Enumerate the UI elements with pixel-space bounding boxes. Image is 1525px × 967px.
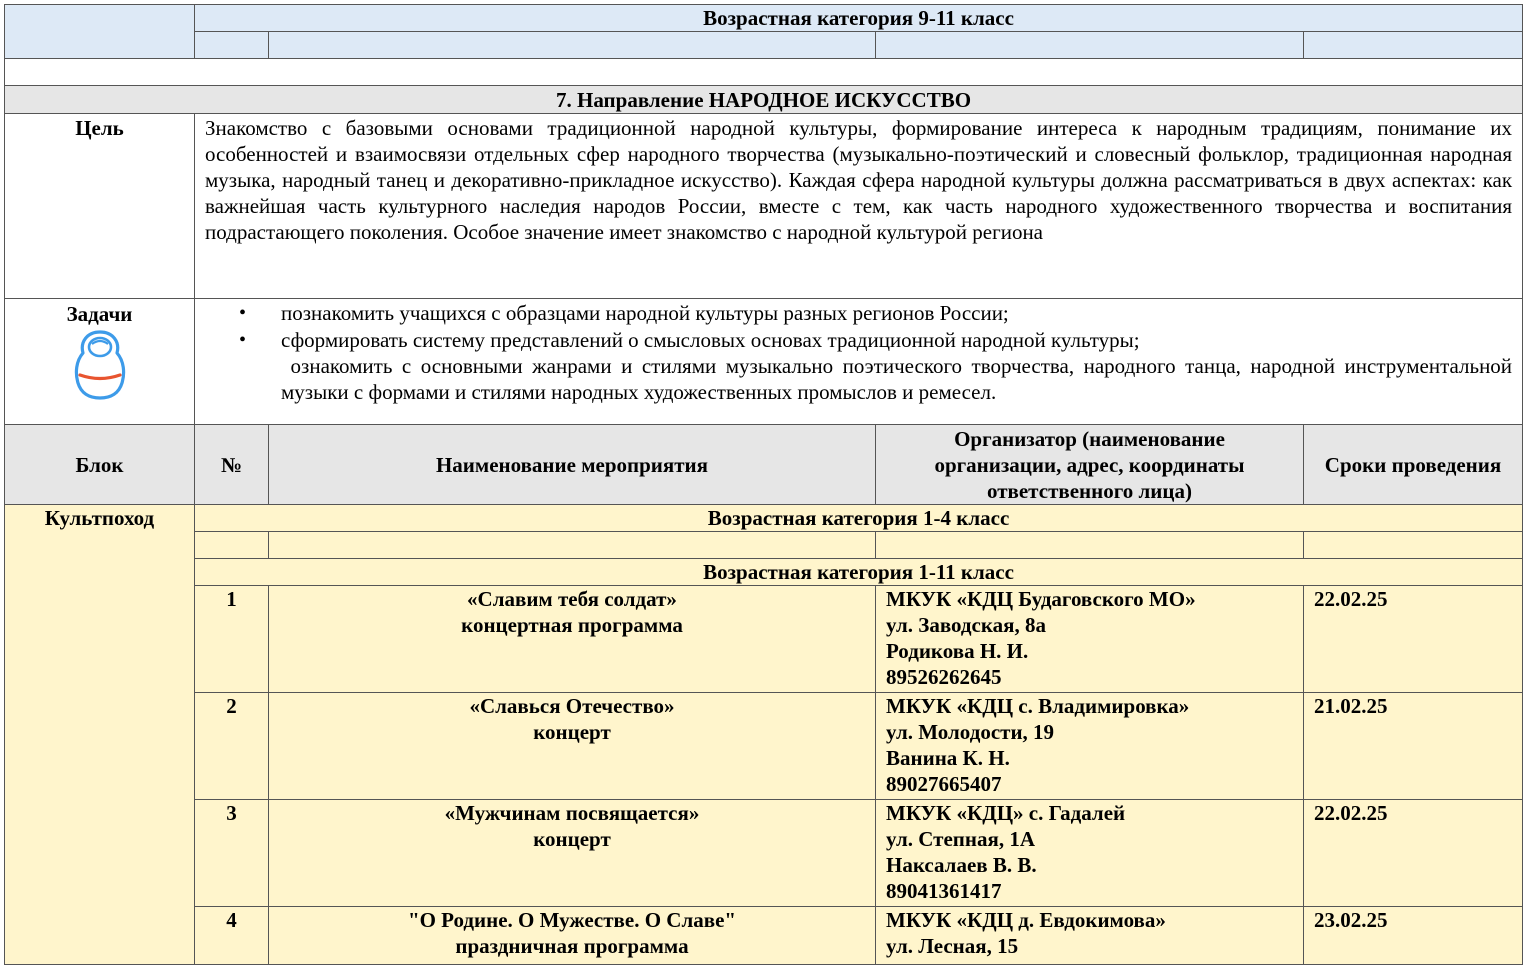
organizer-phone: 89041361417 bbox=[886, 879, 1002, 903]
top-category-title: Возрастная категория 9-11 класс bbox=[195, 5, 1523, 32]
organizer-person: Наксалаев В. В. bbox=[886, 853, 1037, 877]
event-title: «Славься Отечество» bbox=[469, 694, 675, 718]
event-date: 21.02.25 bbox=[1304, 693, 1523, 800]
section-title: 7. Направление НАРОДНОЕ ИСКУССТВО bbox=[5, 86, 1523, 114]
task-item: • познакомить учащихся с образцами народной культуры разных регионов России; bbox=[281, 300, 1512, 326]
event-type: концерт bbox=[533, 720, 611, 744]
task-item: • сформировать систему представлений о смысловых основах традиционной народной культуры; bbox=[281, 327, 1512, 353]
organizer-address: ул. Заводская, 8а bbox=[886, 613, 1047, 637]
event-number: 2 bbox=[195, 693, 269, 800]
event-name-cell bbox=[269, 907, 876, 965]
event-number: 3 bbox=[195, 800, 269, 907]
tasks-list-cell bbox=[195, 299, 1523, 425]
organizer-phone: 89027665407 bbox=[886, 772, 1002, 796]
event-type: концерт bbox=[533, 827, 611, 851]
event-title: «Мужчинам посвящается» bbox=[444, 801, 700, 825]
organizer-phone: 89526262645 bbox=[886, 665, 1002, 689]
tasks-row bbox=[5, 299, 1523, 425]
spacer-row bbox=[5, 59, 1523, 86]
event-date: 22.02.25 bbox=[1304, 800, 1523, 907]
event-title: "О Родине. О Мужестве. О Славе" bbox=[407, 908, 737, 932]
header-organizer: Организатор (наименование организации, адрес, координаты ответственного лица) bbox=[876, 425, 1304, 505]
table-row bbox=[5, 693, 1523, 800]
goal-label: Цель bbox=[5, 114, 195, 299]
organizer-person: Ванина К. Н. bbox=[886, 746, 1010, 770]
event-type: праздничная программа bbox=[455, 934, 689, 958]
category-1-4-title: Возрастная категория 1-4 класс bbox=[195, 505, 1523, 532]
organizer-person: Родикова Н. И. bbox=[886, 639, 1029, 663]
header-block: Блок bbox=[5, 425, 195, 505]
event-date: 23.02.25 bbox=[1304, 907, 1523, 965]
category-1-11-row bbox=[5, 559, 1523, 586]
tasks-label-cell bbox=[5, 299, 195, 425]
category-1-4-empty-row bbox=[5, 532, 1523, 559]
task-item: ознакомить с основными жанрами и стилями музыкально поэтического творчества, народного танца, народной инструментальной музыки с формами и стилями народных художественных промыслов и ремесел. bbox=[281, 354, 1518, 404]
event-organizer-cell bbox=[876, 907, 1304, 965]
tasks-list bbox=[205, 300, 1518, 405]
event-number: 1 bbox=[195, 586, 269, 693]
table-row bbox=[5, 800, 1523, 907]
goal-text: Знакомство с базовыми основами традиционной народной культуры, формирование интереса к народным традициям, понимание их особенностей и взаимосвязи отдельных сфер народного творчества (музыкально-поэтический и словесный фольклор, традиционная народная музыка, народный танец и декоративно-прикладное искусство). Каждая сфера народной культуры должна рассматриваться в двух аспектах: как важнейшая часть культурного наследия народов России, вместе с тем, как часть народного художественного творчества и воспитания подрастающего поколения. Особое значение имеет знакомство с народной культурой региона bbox=[195, 114, 1523, 299]
event-name-cell bbox=[269, 693, 876, 800]
event-type: концертная программа bbox=[461, 613, 683, 637]
event-organizer-cell bbox=[876, 693, 1304, 800]
category-1-4-row bbox=[5, 505, 1523, 532]
section-title-row bbox=[5, 86, 1523, 114]
table-row bbox=[5, 907, 1523, 965]
organizer-name: МКУК «КДЦ д. Евдокимова» bbox=[886, 908, 1166, 932]
event-number: 4 bbox=[195, 907, 269, 965]
category-1-11-title: Возрастная категория 1-11 класс bbox=[195, 559, 1523, 586]
organizer-name: МКУК «КДЦ» с. Гадалей bbox=[886, 801, 1126, 825]
goal-row bbox=[5, 114, 1523, 299]
event-date: 22.02.25 bbox=[1304, 586, 1523, 693]
table-row bbox=[5, 586, 1523, 693]
block-name-cell: Культпоход bbox=[5, 505, 195, 965]
tasks-label: Задачи bbox=[66, 302, 133, 326]
events-plan-table bbox=[4, 4, 1523, 965]
organizer-name: МКУК «КДЦ с. Владимировка» bbox=[886, 694, 1190, 718]
organizer-name: МКУК «КДЦ Будаговского МО» bbox=[886, 587, 1196, 611]
header-name: Наименование мероприятия bbox=[269, 425, 876, 505]
top-empty-row bbox=[5, 32, 1523, 59]
top-empty-block-cell bbox=[5, 5, 195, 59]
event-title: «Славим тебя солдат» bbox=[467, 587, 677, 611]
header-dates: Сроки проведения bbox=[1304, 425, 1523, 505]
organizer-address: ул. Лесная, 15 bbox=[886, 934, 1019, 958]
event-organizer-cell bbox=[876, 800, 1304, 907]
top-category-row bbox=[5, 5, 1523, 32]
event-organizer-cell bbox=[876, 586, 1304, 693]
header-number: № bbox=[195, 425, 269, 505]
organizer-address: ул. Степная, 1А bbox=[886, 827, 1036, 851]
table-header-row bbox=[5, 425, 1523, 505]
matryoshka-doll-icon bbox=[72, 329, 128, 401]
organizer-address: ул. Молодости, 19 bbox=[886, 720, 1055, 744]
event-name-cell bbox=[269, 586, 876, 693]
event-name-cell bbox=[269, 800, 876, 907]
